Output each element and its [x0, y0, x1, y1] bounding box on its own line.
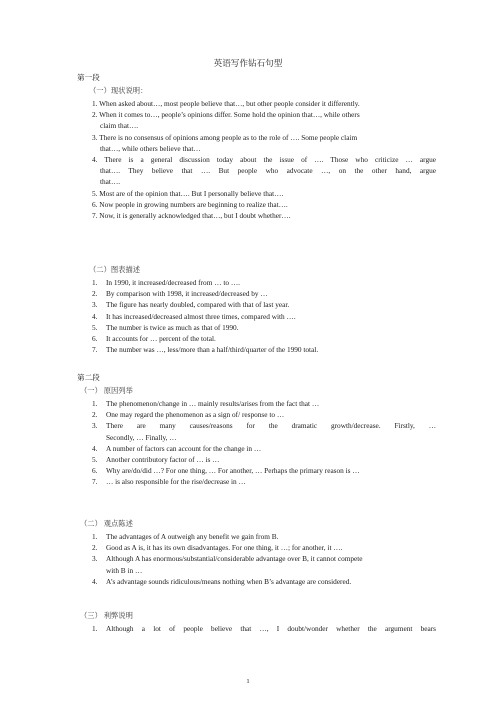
list-item: 7. … is also responsible for the rise/decrease in … [92, 477, 246, 487]
document-title: 英语写作钻石句型 [213, 58, 283, 68]
subsection-pros-cons-heading: （三） 利弊说明 [80, 611, 133, 620]
list-item: 2. One may regard the phenomenon as a sign of/ response to … [92, 410, 285, 420]
list-item: 1. Although a lot of people believe that …, I doubt/wonder whether the argument bears [92, 624, 436, 633]
subsection-opinions-heading: （二） 观点陈述 [80, 519, 133, 528]
list-item: 5. The number is twice as much as that of 1990. [92, 322, 239, 332]
chart-sentence-list [92, 277, 436, 355]
section1-heading: 第一段 [77, 73, 100, 82]
list-item: 4. A’s advantage sounds ridiculous/means nothing when B’s advantage are considered. [92, 576, 352, 586]
list-item: 3. Although A has enormous/substantial/considerable advantage over B, it cannot compete with B in … [92, 554, 363, 575]
pros-cons-sentence-list [92, 623, 436, 634]
list-item: 3. There is no consensus of opinions among people as to the role of …. Some people claim that…, while others believe that… [92, 132, 358, 153]
list-item: 1. The advantages of A outweigh any benefit we gain from B. [92, 532, 279, 541]
list-item: 2. By comparison with 1998, it increased/decreased by … [92, 289, 268, 299]
list-item: 6. Why are/do/did …? For one thing, … For another, … Perhaps the primary reason is … [92, 466, 360, 476]
list-item: 2. When it comes to…, people’s opinions differ. Some hold the opinion that…, while others claim that…. [92, 110, 360, 131]
list-item: 5. Another contributory factor of … is … [92, 455, 220, 465]
list-item: 7. Now, it is generally acknowledged that…, but I doubt whether…. [92, 211, 291, 221]
list-item: 6. It accounts for … percent of the total. [92, 334, 216, 344]
list-item: 2. Good as A is, it has its own disadvantages. For one thing, it …; for another, it …. [92, 543, 343, 553]
subsection-reasons-heading: （一） 原因列举 [80, 386, 133, 395]
list-item: 1. The phenomenon/change in … mainly results/arises from the fact that … [92, 399, 320, 408]
list-item: 4. A number of factors can account for the change in … [92, 443, 262, 453]
list-item: 3. The figure has nearly doubled, compared with that of last year. [92, 300, 290, 310]
list-item: 7. The number was …, less/more than a half/third/quarter of the 1990 total. [92, 345, 319, 355]
list-item: 4. There is a general discussion today about the issue of …. Those who criticize … argue that…. They believe that …. But people who advocate …, on the other hand, argue that…. [92, 155, 436, 187]
section2-heading: 第二段 [77, 373, 100, 382]
list-item: 4. It has increased/decreased almost three times, compared with …. [92, 311, 296, 321]
list-item: 1. In 1990, it increased/decreased from … to …. [92, 278, 240, 287]
page-number: 1 [246, 678, 250, 685]
subsection-status-heading: （一）现状说明： [89, 86, 148, 95]
list-item: 3. There are many causes/reasons for the dramatic growth/decrease. Firstly, … Secondly, … Finally, … [92, 421, 436, 442]
subsection-chart-heading: （二）图表描述 [89, 265, 141, 274]
list-item: 5. Most are of the opinion that…. But I personally believe that…. [92, 188, 284, 198]
opinions-sentence-list [92, 531, 436, 587]
list-item: 1. When asked about…, most people believe that…, but other people consider it differently. [92, 99, 360, 108]
status-sentence-list [92, 98, 436, 221]
reasons-sentence-list [92, 398, 436, 488]
list-item: 6. Now people in growing numbers are beginning to realize that…. [92, 199, 288, 209]
